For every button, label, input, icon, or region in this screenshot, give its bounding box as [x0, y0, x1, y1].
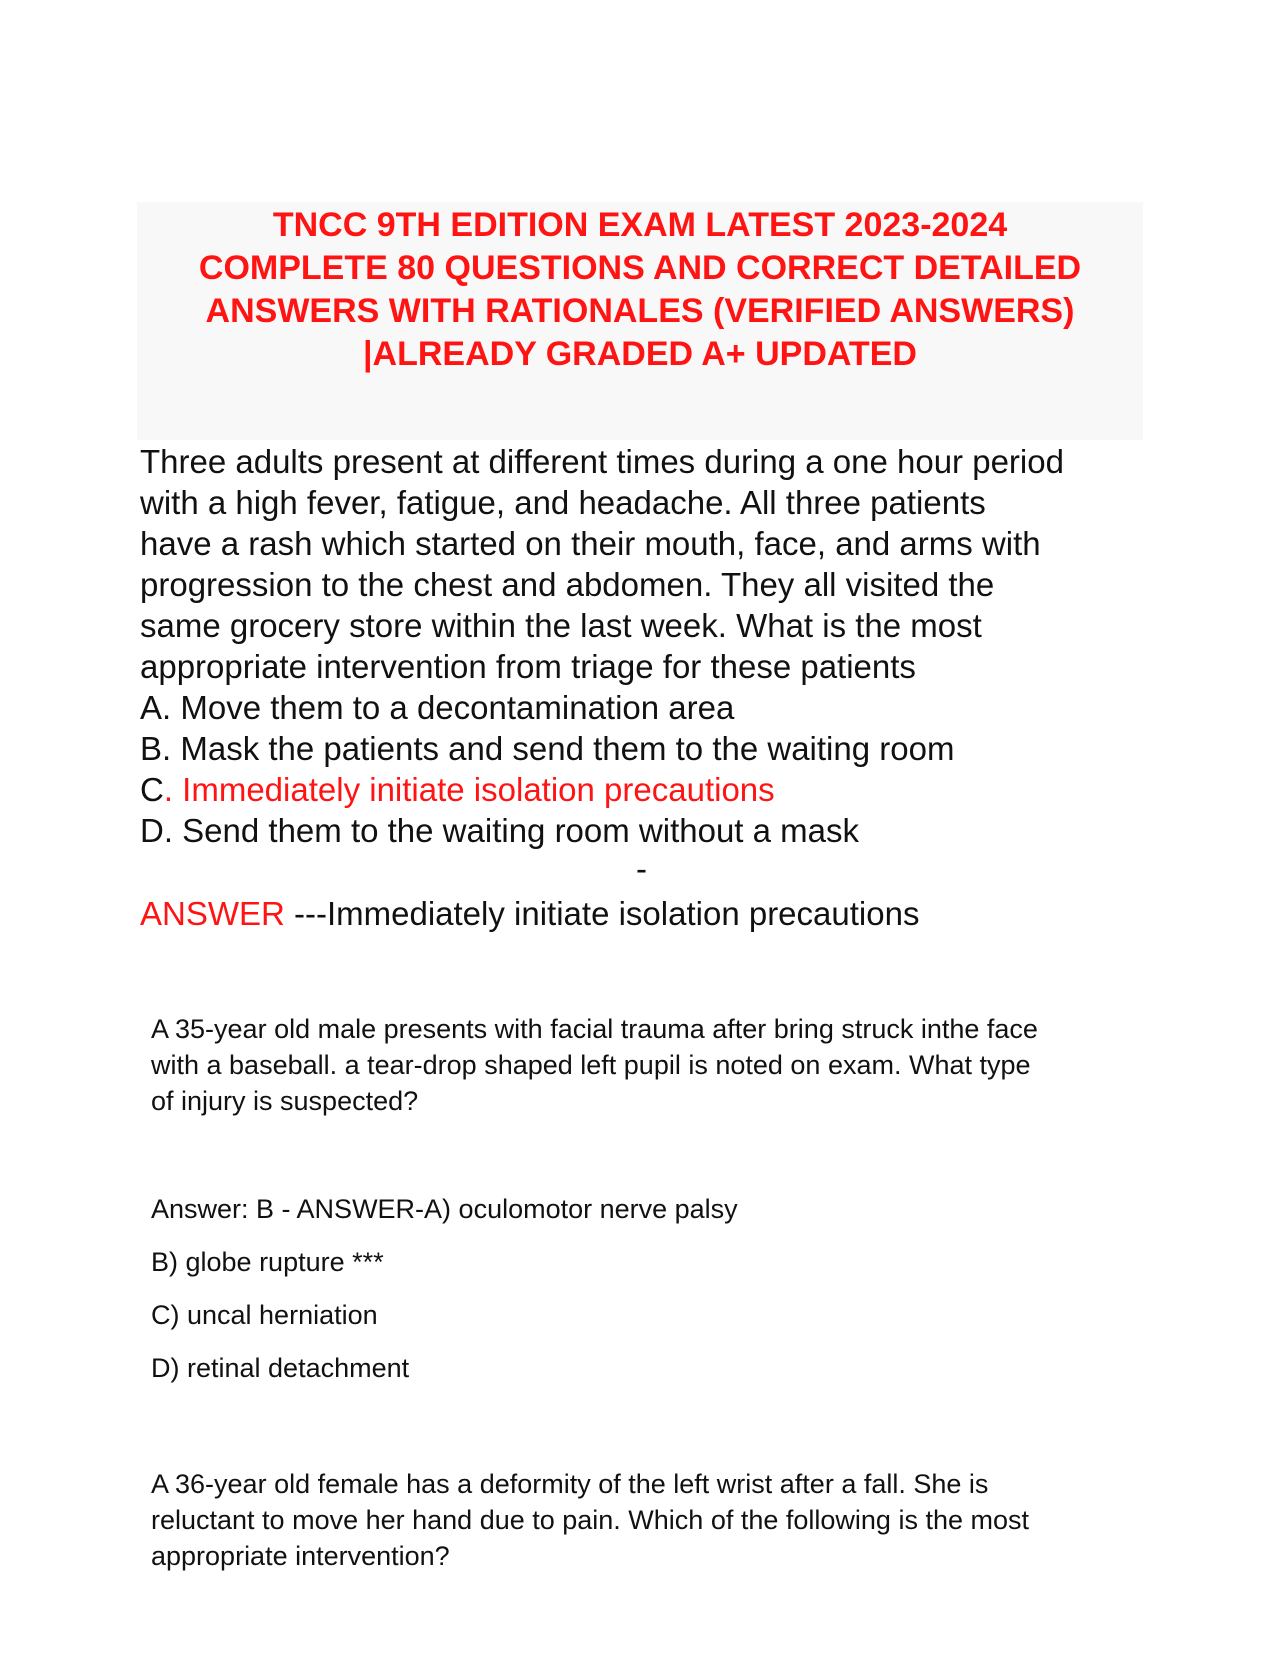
question-2-option-b — [151, 1244, 384, 1280]
question-2-option-d — [151, 1350, 409, 1386]
question-1-option-c — [140, 769, 1150, 810]
document-title — [137, 204, 1143, 376]
option-c-letter: C — [140, 771, 164, 808]
question-3-stem-line: A 36-year old female has a deformity of the left wrist after a fall. She is — [151, 1469, 989, 1499]
question-1-stem-line: have a rash which started on their mouth, face, and arms with — [140, 525, 1041, 562]
question-1 — [140, 441, 1150, 851]
question-2-option-c-text: C) uncal herniation — [151, 1300, 378, 1330]
question-3-stem-line: appropriate intervention? — [151, 1541, 450, 1571]
answer-label: ANSWER — [140, 895, 285, 932]
question-1-option-d: D. Send them to the waiting room without a mask — [140, 812, 860, 849]
question-2-stem-line: with a baseball. a tear-drop shaped left pupil is noted on exam. What type — [151, 1050, 1031, 1080]
question-1-answer — [140, 893, 919, 934]
question-2-answer-line — [151, 1191, 738, 1227]
answer-text: ---Immediately initiate isolation precautions — [284, 895, 920, 932]
title-line: TNCC 9TH EDITION EXAM LATEST 2023-2024 — [272, 206, 1008, 244]
question-2-stem — [151, 1011, 1038, 1119]
question-1-stem-line: same grocery store within the last week. What is the most — [140, 607, 982, 644]
question-1-stem-line: with a high fever, fatigue, and headache. All three patients — [140, 484, 986, 521]
question-2-option-b-text: B) globe rupture *** — [151, 1247, 384, 1277]
answer-separator: - — [636, 850, 647, 887]
title-line: |ALREADY GRADED A+ UPDATED — [363, 335, 917, 373]
question-3-stem-line: reluctant to move her hand due to pain. Which of the following is the most — [151, 1505, 1029, 1535]
question-2-stem-line: of injury is suspected? — [151, 1086, 419, 1116]
question-2-option-c — [151, 1297, 378, 1333]
question-2-option-d-text: D) retinal detachment — [151, 1353, 410, 1383]
question-1-option-a: A. Move them to a decontamination area — [140, 689, 735, 726]
question-2-stem-line: A 35-year old male presents with facial trauma after bring struck inthe face — [151, 1014, 1038, 1044]
option-c-correct-text: . Immediately initiate isolation precautions — [163, 771, 775, 808]
question-1-stem-line: progression to the chest and abdomen. They all visited the — [140, 566, 995, 603]
question-3-stem — [151, 1466, 1029, 1574]
question-1-option-b: B. Mask the patients and send them to the waiting room — [140, 730, 955, 767]
title-line: COMPLETE 80 QUESTIONS AND CORRECT DETAILED — [198, 249, 1082, 287]
question-2-answer-text: Answer: B - ANSWER-A) oculomotor nerve palsy — [151, 1194, 738, 1224]
title-line: ANSWERS WITH RATIONALES (VERIFIED ANSWERS) — [205, 292, 1075, 330]
question-1-stem-line: Three adults present at different times during a one hour period — [140, 443, 1064, 480]
question-1-stem-line: appropriate intervention from triage for these patients — [140, 648, 916, 685]
